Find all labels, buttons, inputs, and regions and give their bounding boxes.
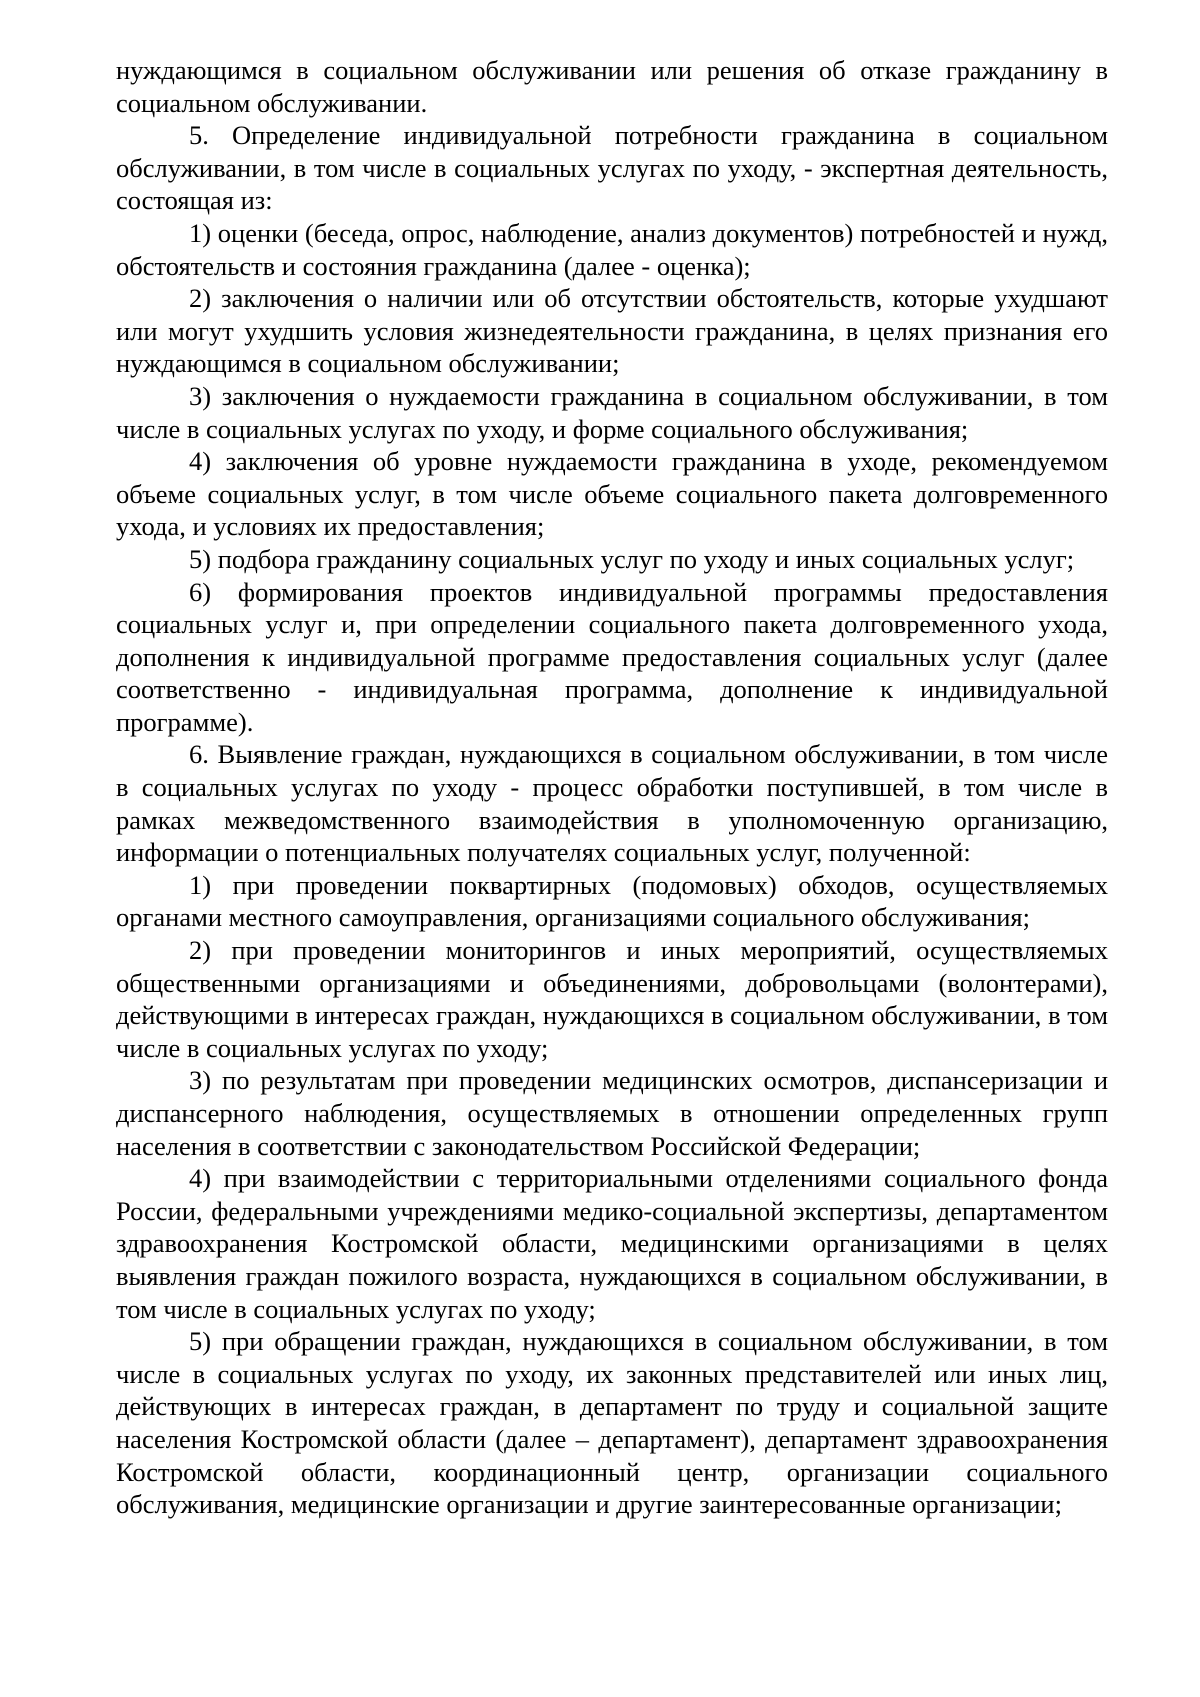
paragraph-subitem-6-1: 1) при проведении поквартирных (подомовых) обходов, осуществляемых органами местного самоуправления, организациями социального обслуживания; [116, 869, 1108, 933]
paragraph-subitem-5-1: 1) оценки (беседа, опрос, наблюдение, анализ документов) потребностей и нужд, обстоятельств и состояния гражданина (далее - оценка); [116, 217, 1108, 281]
paragraph-continuation: нуждающимся в социальном обслуживании или решения об отказе гражданину в социальном обслуживании. [116, 55, 1108, 118]
paragraph-subitem-5-5: 5) подбора гражданину социальных услуг по уходу и иных социальных услуг; [189, 543, 1075, 574]
paragraph-subitem-5-4: 4) заключения об уровне нуждаемости гражданина в уходе, рекомендуемом объеме социальных услуг, в том числе объеме социального пакета долговременного ухода, и условиях их предоставления; [116, 446, 1108, 542]
paragraph-subitem-6-5: 5) при обращении граждан, нуждающихся в социальном обслуживании, в том числе в социальных услугах по уходу, их законных представителей или иных лиц, действующих в интересах граждан, в департамент по труду и социальной защите населения Костромской области (далее – департамент), департамент здравоохранения Костромской области, координационный центр, организации социального обслуживания, медицинские организации и другие заинтересованные организации; [116, 1326, 1108, 1520]
paragraph-item-6: 6. Выявление граждан, нуждающихся в социальном обслуживании, в том числе в социальных услугах по уходу - процесс обработки поступившей, в том числе в рамках межведомственного взаимодействия в уполномоченную организацию, информации о потенциальных получателях социальных услуг, полученной: [116, 739, 1108, 868]
paragraph-subitem-6-2: 2) при проведении мониторингов и иных мероприятий, осуществляемых общественными организациями и объединениями, добровольцами (волонтерами), действующими в интересах граждан, нуждающихся в социальном обслуживании, в том числе в социальных услугах по уходу; [116, 935, 1108, 1063]
document-page [116, 54, 1108, 1521]
paragraph-subitem-6-3: 3) по результатам при проведении медицинских осмотров, диспансеризации и диспансерного наблюдения, осуществляемых в отношении определенных групп населения в соответствии с законодательством Российской Федерации; [116, 1065, 1108, 1161]
paragraph-subitem-5-6: 6) формирования проектов индивидуальной программы предоставления социальных услуг и, при определении социального пакета долговременного ухода, дополнения к индивидуальной программе предоставления социальных услуг (далее соответственно - индивидуальная программа, дополнение к индивидуальной программе). [116, 576, 1108, 737]
paragraph-subitem-6-4: 4) при взаимодействии с территориальными отделениями социального фонда России, федеральными учреждениями медико-социальной экспертизы, департаментом здравоохранения Костромской области, медицинскими организациями в целях выявления граждан пожилого возраста, нуждающихся в социальном обслуживании, в том числе в социальных услугах по уходу; [116, 1163, 1108, 1324]
paragraph-item-5: 5. Определение индивидуальной потребности гражданина в социальном обслуживании, в том числе в социальных услугах по уходу, - экспертная деятельность, состоящая из: [116, 120, 1108, 216]
paragraph-subitem-5-2: 2) заключения о наличии или об отсутствии обстоятельств, которые ухудшают или могут ухудшить условия жизнедеятельности гражданина, в целях признания его нуждающимся в социальном обслуживании; [116, 283, 1108, 379]
paragraph-subitem-5-3: 3) заключения о нуждаемости гражданина в социальном обслуживании, в том числе в социальных услугах по уходу, и форме социального обслуживания; [116, 380, 1108, 444]
